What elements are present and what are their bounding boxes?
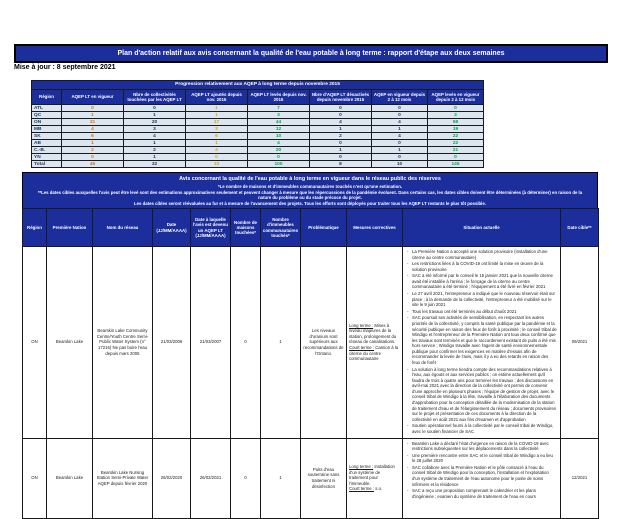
cell-buildings: 1 (261, 438, 301, 518)
value-cell: 19 (428, 126, 484, 133)
value-cell: 0 (310, 105, 372, 112)
value-cell: 1 (310, 147, 372, 154)
table2-col-homes: Nombre de maisons touchées* (231, 209, 261, 247)
notes-banner (22, 172, 598, 210)
short-term-label: Court terme : (349, 345, 375, 351)
value-cell: 31 (62, 119, 124, 126)
cell-region: ON (23, 247, 47, 439)
cell-first-nation: Bearskin Lake (47, 438, 93, 518)
region-cell: C.-B. (32, 147, 62, 154)
situation-bullet-list (405, 249, 558, 435)
table2-col-date-lt: Date à laquelle l'avis est devenu un AQEP LT (JJ/MM/AAAA) (191, 209, 231, 247)
situation-bullet: - La solution à long terme tiendra compte des recommandations relatives à l'eau, aux égouts et aux services publics ; on estime actuellement qu'il faudra de trois à quatre ans pour terminer les travaux ; des discussions en avril-mai 2021 avec la direction de la collectivité ont permis de convenir d'une approche en plusieurs phases ; l'équipe de gestion de projet, avec le conseil tribal de Windigo à la tête, travaille à l'élaboration des documents d'approbation pour la conception détaillée de la modernisation de la station de traitement d'eau et de l'élargissement du réseau ; documents provisoires sur le projet et présentation de ces documents à la direction de la collectivité en août 2021 aux fins d'examen et d'approbation (407, 367, 557, 423)
situation-bullet: - SAC poursuit ses activités de sensibilisation, en respectant les autres priorités de la collectivité, y compris la santé publique par la pandémie et la sécurité publique en raison des feux de forêt à proximité ; le conseil tribal de Windigo et l'entrepreneur de la Première Nation ont tous deux confirmé que les travaux sont terminés et que le raccordement existant de puits a été mis hors service ; Windigo travaille avec l'agent de santé environnementale publique pour confirmer les exigences en matière d'essais afin de recommander la levée de l'avis, mais il y a eu des retards en raison des feux de forêt (407, 315, 557, 365)
table2-col-date: Date (JJ/MM/AAAA) (153, 209, 191, 247)
situation-bullet: - SAC a été informé par le conseil le 15 janvier 2021 que la nouvelle citerne avait été installée à l'aréna ; le fonçage de la citerne au centre communautaire a été terminé ; l'équipement a été livré en février 2021 (407, 273, 557, 290)
value-cell: 22 (428, 133, 484, 140)
table1-row (32, 126, 484, 133)
cell-date-lt: 21/03/2007 (191, 247, 231, 439)
situation-bullet: - Tous les travaux ont été terminés au début d'août 2021 (407, 309, 557, 315)
value-cell: 8 (310, 161, 372, 168)
value-cell: 44 (248, 119, 310, 126)
cell-date: 21/03/2006 (153, 247, 191, 439)
table2-header-row (23, 209, 599, 247)
value-cell: 0 (310, 112, 372, 119)
short-term-text: s.o. (374, 486, 383, 492)
situation-bullet: - Une première rencontre entre SAC et le conseil tribal de Windigo a eu lieu le 28 juillet 2020 (407, 453, 557, 464)
value-cell: 4 (372, 119, 428, 126)
value-cell: 1 (62, 112, 124, 119)
table1-row (32, 119, 484, 126)
progress-summary-table (31, 80, 484, 168)
cell-first-nation: Bearskin Lake (47, 247, 93, 439)
table1-col-lifted-2-12: AQEP levés en vigueur depuis 2 à 12 mois (428, 90, 484, 105)
long-term-label: Long terme : (349, 464, 374, 470)
value-cell: 0 (186, 154, 248, 161)
value-cell: 0 (428, 105, 484, 112)
region-cell: AB (32, 140, 62, 147)
cell-date: 26/02/2020 (153, 438, 191, 518)
region-cell: ATL (32, 105, 62, 112)
region-cell: SK (32, 133, 62, 140)
notes-banner-note2: **Les dates cibles auxquelles l'avis peut être levé sont des estimations approximatives seulement et peuvent changer à mesure que les répercussions de la pandémie évoluent. Dans certains cas, les dates cibles doivent être déterminées (à déterminer) en raison de la nature du problème ou du stade précoce du projet. (37, 190, 583, 200)
table1-row (32, 133, 484, 140)
situation-bullet: - Soutien opérationnel fourni à la collectivité par le conseil tribal de Windigo, avec le soutien financier de SAC (407, 423, 557, 434)
value-cell: 10 (248, 133, 310, 140)
value-cell: 100 (248, 161, 310, 168)
advisory-row (23, 438, 599, 518)
value-cell: 4 (310, 119, 372, 126)
value-cell: 12 (248, 126, 310, 133)
value-cell: 33 (186, 161, 248, 168)
value-cell: 0 (372, 112, 428, 119)
value-cell: 3 (248, 112, 310, 119)
value-cell: 0 (248, 154, 310, 161)
value-cell: 0 (428, 154, 484, 161)
value-cell: 0 (372, 105, 428, 112)
value-cell: 0 (62, 154, 124, 161)
region-cell: QC (32, 112, 62, 119)
value-cell: 58 (428, 119, 484, 126)
value-cell: 6 (62, 133, 124, 140)
value-cell: 2 (62, 147, 124, 154)
value-cell: 17 (186, 119, 248, 126)
value-cell: 7 (248, 105, 310, 112)
table2-col-target-date: Date cible** (561, 209, 599, 247)
value-cell: 4 (372, 133, 428, 140)
region-cell: YN (32, 154, 62, 161)
table2-col-situation: Situation actuelle (403, 209, 561, 247)
table1-title: Progression relativement aux AQEP à long terme depuis novembre 2015 (32, 81, 484, 90)
cell-homes: 0 (231, 438, 261, 518)
value-cell: 3 (186, 126, 248, 133)
table1-title-row (32, 81, 484, 90)
value-cell: 1 (124, 140, 186, 147)
value-cell: 10 (372, 161, 428, 168)
table1-row (32, 154, 484, 161)
situation-bullet: - Les restrictions liées à la COVID-19 ont limité la mise en œuvre de la solution provisoire (407, 261, 557, 272)
short-term-label: Court terme : (349, 486, 375, 492)
value-cell: 4 (186, 147, 248, 154)
value-cell: 2 (310, 133, 372, 140)
long-term-label: Long terme : (349, 322, 374, 328)
cell-issue: Les niveaux d'uranium sont supérieurs aux recommandations de l'Ontario. (301, 247, 347, 439)
table1-col-in-effect: AQEP LT en vigueur (62, 90, 124, 105)
long-term-text: Mises à niveau majeures de la station, prolongement du réseau de canalisations. (349, 322, 397, 345)
value-cell: 4 (248, 140, 310, 147)
table1-col-communities: Nbre de collectivités touchées par les AQEP LT (124, 90, 186, 105)
table1-col-2-12-months: AQEP en vigueur depuis 2 à 12 mois (372, 90, 428, 105)
value-cell: 0 (372, 154, 428, 161)
value-cell: 20 (124, 119, 186, 126)
region-cell: Total (32, 161, 62, 168)
table1-header-row (32, 90, 484, 105)
situation-bullet: - La Première Nation a accepté une solution provisoire (installation d'une citerne au centre communautaire) (407, 249, 557, 260)
cell-buildings: 1 (261, 247, 301, 439)
value-cell: 1 (186, 112, 248, 119)
table1-row (32, 140, 484, 147)
cell-situation (403, 247, 561, 439)
cell-corrective (347, 438, 403, 518)
table2-col-first-nation: Première Nation (47, 209, 93, 247)
value-cell: 1 (124, 112, 186, 119)
cell-target-date: 12/2021 (561, 438, 599, 518)
table1-body (32, 105, 484, 168)
page-title: Plan d'action relatif aux avis concernant la qualité de l'eau potable à long terme : rapport d'étape aux deux semaines (117, 50, 505, 57)
table1-col-deactivated: Nbre d'AQEP LT désactivés depuis novembre 2015 (310, 90, 372, 105)
cell-region: ON (23, 438, 47, 518)
notes-banner-note1: *Le nombre de maisons et d'immeubles communautaires touchés n'est qu'une estimation. (217, 184, 403, 189)
value-cell: 20 (248, 147, 310, 154)
value-cell: 1 (372, 147, 428, 154)
value-cell: 1 (62, 140, 124, 147)
table1-row (32, 161, 484, 168)
cell-issue: Puits d'eau souterraine sans traitement ni désinfection (301, 438, 347, 518)
value-cell: 0 (62, 105, 124, 112)
notes-banner-note3: Les dates cibles seront réévaluées au fur et à mesure de l'avancement des projets. Tous les efforts sont déployés pour traiter tous les AQEP LT restants le plus tôt possible. (134, 201, 486, 206)
region-cell: MB (32, 126, 62, 133)
short-term-text: Camion à la citerne du centre communautaire (349, 345, 399, 362)
table1-row (32, 105, 484, 112)
situation-bullet: - SAC a reçu une proposition comprenant le calendrier et les plans d'ingénierie ; examen du système de traitement de l'eau en cours (407, 488, 557, 499)
value-cell: 32 (124, 161, 186, 168)
value-cell: 21 (428, 147, 484, 154)
value-cell: 0 (310, 154, 372, 161)
last-updated-label: Mise à jour : 8 septembre 2021 (14, 64, 116, 71)
value-cell: 1 (124, 154, 186, 161)
cell-system-name: Bearskin Lake Community Centre/Youth Centre Semi-Public Water System (n° 17216) Ne pas boire l'eau depuis mars 2006 (93, 247, 153, 439)
situation-bullet: - SAC collabore avec la Première Nation et le pôle consacré à l'eau du conseil tribal de Windigo pour la conception, l'installation et l'exploitation d'un système de traitement de l'eau autonome pour le poste de soins infirmiers et la résidence (407, 465, 557, 487)
value-cell: 0 (372, 140, 428, 147)
value-cell: 1 (372, 126, 428, 133)
advisory-detail-table (22, 208, 599, 519)
table1-row (32, 147, 484, 154)
table1-col-lifted: AQEP LT levés depuis nov. 2015 (248, 90, 310, 105)
value-cell: 4 (62, 126, 124, 133)
long-term-text: Installation d'un système de traitement pour l'immeuble. (349, 464, 395, 486)
value-cell: 22 (428, 140, 484, 147)
situation-bullet: - Le 27 avril 2021, l'entrepreneur a indiqué que le nouveau réservoir était sur place ; à la demande de la collectivité, l'entrepreneur a été mobilisé sur le site le 9 juin 2021 (407, 291, 557, 308)
cell-corrective (347, 247, 403, 439)
value-cell: 0 (310, 140, 372, 147)
table2-col-issue: Problématique (301, 209, 347, 247)
value-cell: 3 (124, 126, 186, 133)
value-cell: 1 (310, 126, 372, 133)
table2-col-buildings: Nombre d'immeubles communautaires touchés* (261, 209, 301, 247)
table1-row (32, 112, 484, 119)
value-cell: 1 (186, 140, 248, 147)
table1-col-region: Région (32, 90, 62, 105)
cell-system-name: Bearskin Lake Nursing Station Semi-Private Water AQEP depuis février 2020 (93, 438, 153, 518)
cell-situation (403, 438, 561, 518)
value-cell: 45 (62, 161, 124, 168)
situation-bullet-list (405, 441, 558, 500)
value-cell: 145 (428, 161, 484, 168)
region-cell: ON (32, 119, 62, 126)
value-cell: 6 (186, 133, 248, 140)
table2-col-system-name: Nom du réseau (93, 209, 153, 247)
table2-col-region: Région (23, 209, 47, 247)
cell-homes: 0 (231, 247, 261, 439)
value-cell: 0 (124, 105, 186, 112)
table2-col-corrective: Mesures correctives (347, 209, 403, 247)
value-cell: 2 (124, 147, 186, 154)
value-cell: 4 (124, 133, 186, 140)
value-cell: 1 (186, 105, 248, 112)
cell-date-lt: 26/02/2021 (191, 438, 231, 518)
notes-banner-heading: Avis concernant la qualité de l'eau potable à long terme en vigueur dans le réseau public des réserves (179, 176, 441, 182)
page-title-banner (14, 44, 608, 63)
table1-col-added: AQEP LT ajoutés depuis nov. 2015 (186, 90, 248, 105)
value-cell: 3 (428, 112, 484, 119)
situation-bullet: - Bearskin Lake a déclaré l'état d'urgence en raison de la COVID-19 avec restrictions subséquentes sur les déplacements dans la collectivité (407, 441, 557, 452)
cell-target-date: 09/2021 (561, 247, 599, 439)
advisory-row (23, 247, 599, 439)
